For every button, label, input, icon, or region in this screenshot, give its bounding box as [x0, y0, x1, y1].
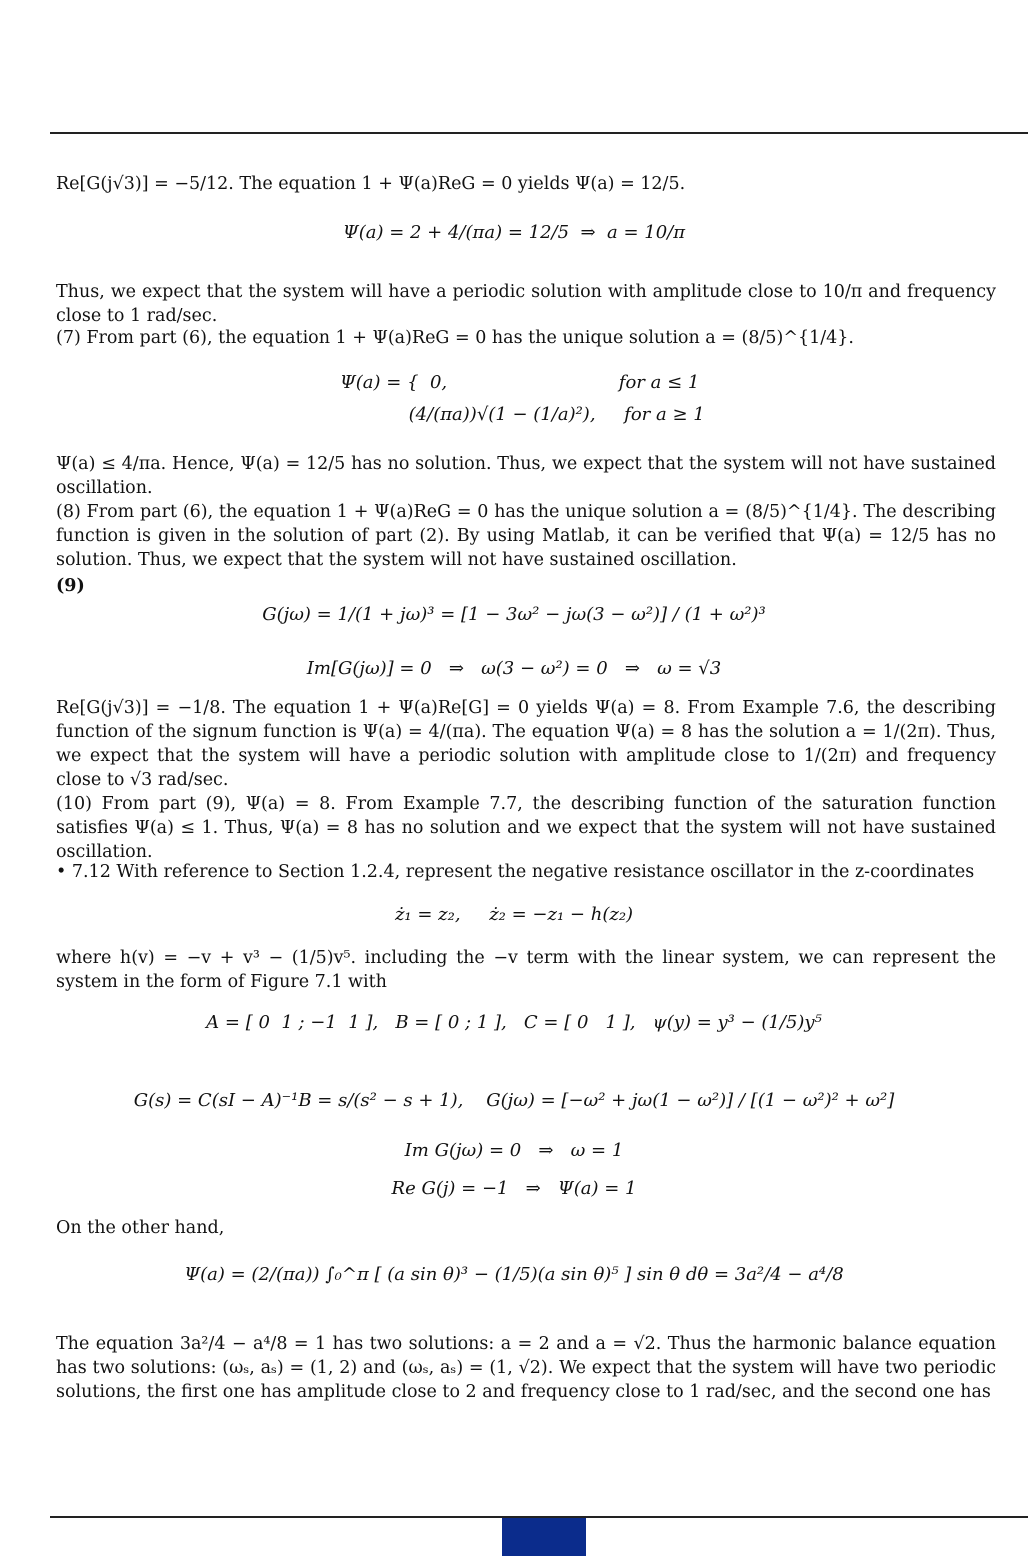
problem-heading: • 7.12 With reference to Section 1.2.4, represent the negative resistance oscillator in the z-coordinates [56, 862, 975, 882]
equation: G(s) = C(sI − A)⁻¹B = s/(s² − s + 1), G(jω) = [−ω² + jω(1 − ω²)] / [(1 − ω²)² + ω²] [133, 1090, 895, 1111]
paragraph: On the other hand, [56, 1218, 225, 1238]
equation: Ψ(a) = (2/(πa)) ∫₀^π [ (a sin θ)³ − (1/5)(a sin θ)⁵ ] sin θ dθ = 3a²/4 − a⁴/8 [184, 1264, 844, 1285]
part-label: (9) [56, 576, 85, 596]
paragraph: (10) From part (9), Ψ(a) = 8. From Example 7.7, the describing function of the saturation function satisfies Ψ(a) ≤ 1. Thus, Ψ(a) = 8 has no solution and we expect that the system will not have sustained oscillation. [56, 794, 996, 862]
paragraph: The equation 3a²/4 − a⁴/8 = 1 has two solutions: a = 2 and a = √2. Thus the harmonic balance equation has two solutions: (ωₛ, aₛ) = (1, 2) and (ωₛ, aₛ) = (1, √2). We expect that the system will have two periodic solutions, the first one has amplitude close to 2 and frequency close to 1 rad/sec, and the second one has [56, 1334, 996, 1402]
equation-case-2: (4/(πa))√(1 − (1/a)²), for a ≥ 1 [340, 404, 705, 425]
equation-case-1: Ψ(a) = { 0, for a ≤ 1 [340, 372, 700, 393]
top-rule [50, 132, 1028, 134]
equation: Im G(jω) = 0 ⇒ ω = 1 [404, 1140, 624, 1161]
paragraph: Ψ(a) ≤ 4/πa. Hence, Ψ(a) = 12/5 has no solution. Thus, we expect that the system will not have sustained oscillation. [56, 454, 996, 498]
paragraph: Re[G(j√3)] = −1/8. The equation 1 + Ψ(a)Re[G] = 0 yields Ψ(a) = 8. From Example 7.6, the describing function of the signum function is Ψ(a) = 4/(πa). The equation Ψ(a) = 8 has the solution a = 1/(2π). Thus, we expect that the system will have a periodic solution with amplitude close to 1/(2π) and frequency close to √3 rad/sec. [56, 698, 996, 790]
equation: A = [ 0 1 ; −1 1 ], B = [ 0 ; 1 ], C = [ 0 1 ], ψ(y) = y³ − (1/5)y⁵ [206, 1012, 822, 1033]
paragraph: where h(v) = −v + v³ − (1/5)v⁵. including the −v term with the linear system, we can represent the system in the form of Figure 7.1 with [56, 948, 996, 992]
page-number-tab [502, 1518, 586, 1556]
equation: ż₁ = z₂, ż₂ = −z₁ − h(z₂) [394, 904, 634, 925]
paragraph: Re[G(j√3)] = −5/12. The equation 1 + Ψ(a)ReG = 0 yields Ψ(a) = 12/5. [56, 174, 686, 194]
equation: Re G(j) = −1 ⇒ Ψ(a) = 1 [391, 1178, 637, 1199]
paragraph: Thus, we expect that the system will have a periodic solution with amplitude close to 10/π and frequency close to 1 rad/sec. [56, 282, 996, 326]
paragraph: (8) From part (6), the equation 1 + Ψ(a)ReG = 0 has the unique solution a = (8/5)^{1/4}. The describing function is given in the solution of part (2). By using Matlab, it can be verified that Ψ(a) = 12/5 has no solution. Thus, we expect that the system will not have sustained oscillation. [56, 502, 996, 570]
equation: Ψ(a) = 2 + 4/(πa) = 12/5 ⇒ a = 10/π [342, 222, 686, 243]
equation: Im[G(jω)] = 0 ⇒ ω(3 − ω²) = 0 ⇒ ω = √3 [306, 658, 722, 679]
equation: G(jω) = 1/(1 + jω)³ = [1 − 3ω² − jω(3 − ω²)] / (1 + ω²)³ [262, 604, 766, 625]
paragraph: (7) From part (6), the equation 1 + Ψ(a)ReG = 0 has the unique solution a = (8/5)^{1/4}. [56, 328, 854, 348]
